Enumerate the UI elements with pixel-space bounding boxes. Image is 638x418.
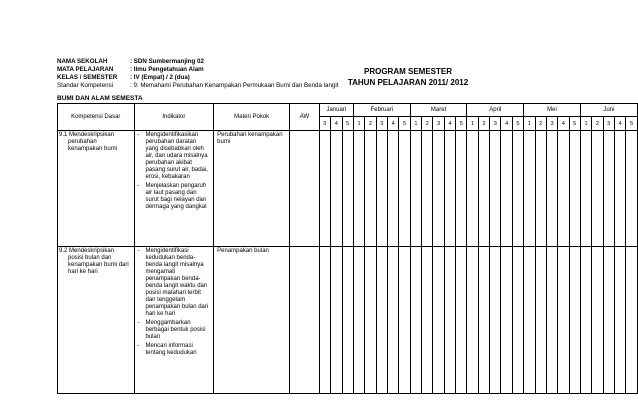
week-cell xyxy=(580,247,591,394)
week-cell xyxy=(569,131,580,247)
meta-row xyxy=(57,58,338,66)
indikator-dash: - xyxy=(137,343,140,349)
week-cell xyxy=(410,131,421,247)
indikator-text: Mengidentifikasikan perubahan daratan yang disebabkan oleh air, dan udara misalnya perubahan akibat pasang surut air, badai, erosi, kebakaran xyxy=(145,132,208,180)
week-cell xyxy=(558,247,569,394)
week-cell xyxy=(319,247,330,394)
week-cell xyxy=(376,247,387,394)
week-cell xyxy=(512,131,523,247)
week-cell xyxy=(478,131,489,247)
week-cell xyxy=(546,247,557,394)
week-cell xyxy=(388,131,399,247)
materi-pokok-cell xyxy=(214,247,290,394)
week-cell xyxy=(535,131,546,247)
week-number: 4 xyxy=(444,117,455,131)
materi-pokok-text: Perubahan kenampakan bumi xyxy=(217,132,283,145)
week-number: 5 xyxy=(569,117,580,131)
week-number: 1 xyxy=(353,117,364,131)
meta-label: MATA PELAJARAN xyxy=(57,66,114,73)
week-cell xyxy=(592,247,603,394)
week-cell xyxy=(342,131,353,247)
week-number: 3 xyxy=(603,117,614,131)
week-cell xyxy=(388,247,399,394)
week-cell xyxy=(614,131,625,247)
week-cell xyxy=(365,131,376,247)
meta-label: KELAS / SEMESTER xyxy=(57,74,118,81)
kompetensi-dasar-text: 9.1 Mendeskripsikan perubahan kenampakan bumi xyxy=(59,132,118,152)
week-number: 1 xyxy=(410,117,421,131)
indikator-list xyxy=(135,131,214,214)
week-number: 3 xyxy=(490,117,501,131)
indikator-text: Mengidentifikasi kedudukan benda-benda langit misalnya mengamati penampakan benda-benda langit waktu dan posisi matahari terbit dan tenggelam penampakan bulan dari hari ke hari xyxy=(145,248,209,317)
week-cell xyxy=(319,131,330,247)
week-number: 3 xyxy=(546,117,557,131)
indikator-cell xyxy=(134,247,214,394)
indikator-item xyxy=(138,248,211,318)
week-number: 4 xyxy=(501,117,512,131)
meta-label: NAMA SEKOLAH xyxy=(57,58,108,65)
kompetensi-dasar-cell xyxy=(58,247,135,394)
kompetensi-dasar-text: 9.2 Mendeskripsikan posisi bulan dan kenampakan bumi dari hari ke hari xyxy=(59,248,129,275)
week-cell xyxy=(433,247,444,394)
meta-value: : Ilmu Pengetahuan Alam xyxy=(130,66,204,73)
header-month: Maret xyxy=(410,104,467,117)
section-title: BUMI DAN ALAM SEMESTA xyxy=(57,95,143,102)
aw-cell xyxy=(290,247,319,394)
program-semester-table xyxy=(57,103,638,394)
week-number: 1 xyxy=(467,117,478,131)
week-number: 2 xyxy=(365,117,376,131)
materi-pokok-text: Penampakan bulan xyxy=(217,248,269,254)
indikator-item xyxy=(138,132,211,181)
table-row xyxy=(58,247,638,394)
week-number: 2 xyxy=(478,117,489,131)
week-cell xyxy=(490,247,501,394)
week-cell xyxy=(456,247,467,394)
week-cell xyxy=(467,131,478,247)
week-cell xyxy=(524,247,535,394)
indikator-item xyxy=(138,183,211,211)
week-number: 4 xyxy=(331,117,342,131)
week-cell xyxy=(353,247,364,394)
week-number: 5 xyxy=(456,117,467,131)
week-cell xyxy=(614,247,625,394)
week-number: 2 xyxy=(592,117,603,131)
week-number: 3 xyxy=(319,117,330,131)
indikator-list xyxy=(135,247,214,360)
document-title: PROGRAM SEMESTER xyxy=(363,67,452,76)
week-cell xyxy=(422,131,433,247)
week-cell xyxy=(546,131,557,247)
meta-row xyxy=(57,74,338,82)
header-aw: AW xyxy=(290,104,319,131)
indikator-item xyxy=(138,320,211,341)
week-cell xyxy=(444,131,455,247)
week-cell xyxy=(342,247,353,394)
week-cell xyxy=(478,247,489,394)
week-cell xyxy=(558,131,569,247)
indikator-dash: - xyxy=(137,132,140,138)
header-indikator: Indikator xyxy=(134,104,214,131)
meta-label: Standar Kompetensi xyxy=(57,82,114,89)
aw-cell xyxy=(290,131,319,247)
week-cell xyxy=(410,247,421,394)
week-cell xyxy=(580,131,591,247)
week-cell xyxy=(512,247,523,394)
indikator-text: Menjelaskan pengaruh air laut pasang dan surut bagi nelayan dan dermaga yang dangkal xyxy=(145,183,207,210)
document-subtitle: TAHUN PELAJARAN 2011/ 2012 xyxy=(347,78,469,87)
week-cell xyxy=(569,247,580,394)
meta-row xyxy=(57,66,338,74)
week-number: 4 xyxy=(614,117,625,131)
week-number: 5 xyxy=(399,117,410,131)
week-cell xyxy=(626,247,638,394)
header-month: Januari xyxy=(319,104,353,117)
week-number: 5 xyxy=(342,117,353,131)
week-cell xyxy=(592,131,603,247)
week-cell xyxy=(603,247,614,394)
meta-value: : 9. Memahami Perubahan Kenampakan Permukaan Bumi dan Benda langit xyxy=(130,82,339,89)
week-cell xyxy=(603,131,614,247)
indikator-dash: - xyxy=(137,183,140,189)
week-number: 3 xyxy=(433,117,444,131)
indikator-item xyxy=(138,343,211,357)
indikator-text: Menggambarkan berbagai bentuk posisi bulan xyxy=(145,320,206,340)
week-cell xyxy=(535,247,546,394)
week-cell xyxy=(422,247,433,394)
header-materi-pokok: Materi Pokok xyxy=(214,104,290,131)
week-number: 4 xyxy=(388,117,399,131)
week-number: 2 xyxy=(535,117,546,131)
meta-row xyxy=(57,82,338,90)
materi-pokok-cell xyxy=(214,131,290,247)
week-cell xyxy=(365,247,376,394)
week-cell xyxy=(331,131,342,247)
week-cell xyxy=(353,131,364,247)
week-number: 4 xyxy=(558,117,569,131)
week-number: 2 xyxy=(422,117,433,131)
week-number: 3 xyxy=(376,117,387,131)
week-cell xyxy=(399,131,410,247)
week-cell xyxy=(331,247,342,394)
week-cell xyxy=(444,247,455,394)
indikator-dash: - xyxy=(137,320,140,326)
week-cell xyxy=(626,131,638,247)
week-number: 1 xyxy=(580,117,591,131)
week-number: 5 xyxy=(512,117,523,131)
week-cell xyxy=(501,131,512,247)
week-cell xyxy=(456,131,467,247)
indikator-dash: - xyxy=(137,248,140,254)
header-kompetensi-dasar: Kompetensi Dasar xyxy=(58,104,135,131)
meta-value: : SDN Sumbermanjing 02 xyxy=(130,58,204,65)
week-cell xyxy=(501,247,512,394)
week-cell xyxy=(376,131,387,247)
meta-value: : IV (Empat) / 2 (dua) xyxy=(130,74,190,81)
week-cell xyxy=(467,247,478,394)
meta-block xyxy=(57,58,338,90)
header-month: April xyxy=(467,104,524,117)
header-month: Mei xyxy=(524,104,581,117)
indikator-cell xyxy=(134,131,214,247)
header-month: Juni xyxy=(580,104,637,117)
week-cell xyxy=(490,131,501,247)
week-cell xyxy=(433,131,444,247)
table-row xyxy=(58,131,638,247)
week-cell xyxy=(399,247,410,394)
indikator-text: Mencari informasi tentang kedudukan xyxy=(145,343,197,356)
week-number: 5 xyxy=(626,117,638,131)
week-number: 1 xyxy=(524,117,535,131)
header-month: Februari xyxy=(353,104,410,117)
week-cell xyxy=(524,131,535,247)
kompetensi-dasar-cell xyxy=(58,131,135,247)
header-row-months xyxy=(58,104,638,117)
